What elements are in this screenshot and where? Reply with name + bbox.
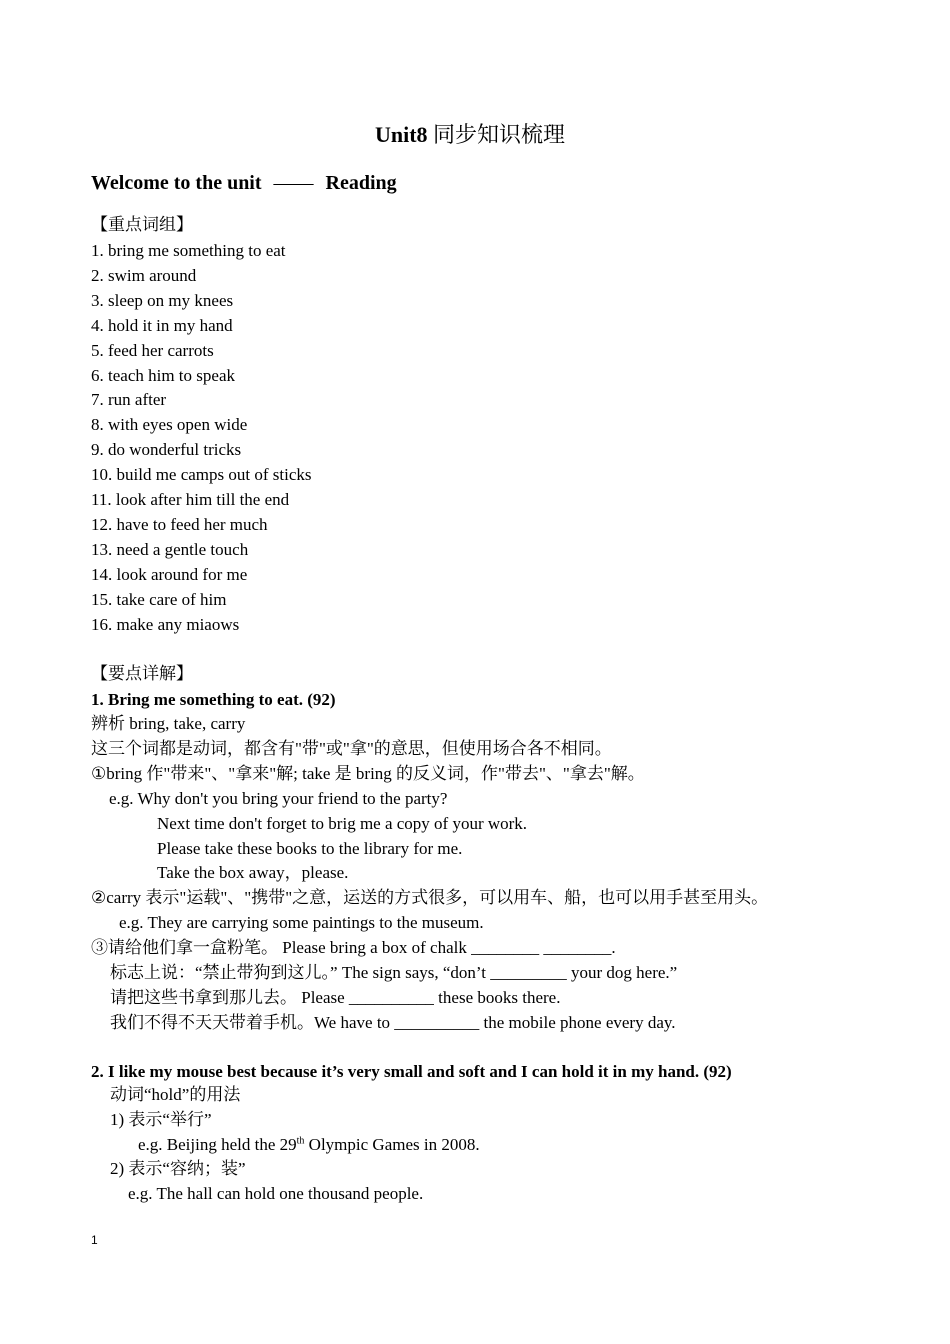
phrase-item: 14. look around for me <box>91 565 248 584</box>
point1-example: Please take these books to the library for me. <box>157 839 463 858</box>
phrase-item: 3. sleep on my knees <box>91 291 234 310</box>
superscript: th <box>296 1135 305 1147</box>
phrases-heading: 【重点词组】 <box>91 215 193 234</box>
phrase-item: 12. have to feed her much <box>91 515 268 534</box>
phrase-item: 8. with eyes open wide <box>91 415 248 434</box>
point1-rule2: ②carry 表示"运载"、"携带"之意，运送的方式很多，可以用车、船，也可以用手甚至用头。 <box>91 888 769 907</box>
point1-title: 1. Bring me something to eat. (92) <box>91 690 336 709</box>
point2-meaning: 2) 表示“容纳；装” <box>110 1159 246 1178</box>
section-right: Reading <box>325 172 397 194</box>
phrase-item: 2. swim around <box>91 266 197 285</box>
point1-exercise: 标志上说：“禁止带狗到这儿。” The sign says, “don’t _________ your dog here.” <box>110 963 678 982</box>
phrase-item: 11. look after him till the end <box>91 490 290 509</box>
section-title <box>91 172 397 195</box>
point2-title: 2. I like my mouse best because it’s very small and soft and I can hold it in my hand. (92) <box>91 1062 732 1081</box>
point2-example-text: Olympic Games in 2008. <box>304 1135 480 1154</box>
point1-exercise: ③请给他们拿一盒粉笔。 Please bring a box of chalk ________ ________. <box>91 938 616 957</box>
phrase-item: 16. make any miaows <box>91 615 240 634</box>
points-heading: 【要点详解】 <box>91 664 193 683</box>
phrase-item: 7. run after <box>91 390 167 409</box>
point1-example: e.g. They are carrying some paintings to the museum. <box>119 913 484 932</box>
title-unit: Unit8 <box>374 122 428 147</box>
phrase-item: 9. do wonderful tricks <box>91 440 242 459</box>
phrase-item: 4. hold it in my hand <box>91 316 233 335</box>
point1-exercise: 请把这些书拿到那儿去。 Please __________ these books there. <box>110 988 561 1007</box>
section-left: Welcome to the unit <box>91 172 262 194</box>
page-title <box>0 118 940 149</box>
point2-example-text: e.g. Beijing held the 29 <box>138 1135 297 1154</box>
point1-example: Next time don't forget to brig me a copy of your work. <box>157 814 528 833</box>
point1-rule1: ①bring 作"带来"、"拿来"解; take 是 bring 的反义词，作"带去"、"拿去"解。 <box>91 764 645 783</box>
phrase-item: 13. need a gentle touch <box>91 540 249 559</box>
point2-example: e.g. The hall can hold one thousand people. <box>128 1184 424 1203</box>
point1-analysis: 辨析 bring, take, carry <box>91 714 246 733</box>
point1-example: e.g. Why don't you bring your friend to the party? <box>109 789 448 808</box>
point2-meaning: 1) 表示“举行” <box>110 1110 212 1129</box>
page-number: 1 <box>91 1233 98 1247</box>
point1-example: Take the box away，please. <box>157 863 349 882</box>
point2-example <box>138 1133 480 1157</box>
phrase-item: 1. bring me something to eat <box>91 241 286 260</box>
point2-usage: 动词“hold”的用法 <box>110 1085 241 1104</box>
phrase-item: 10. build me camps out of sticks <box>91 465 312 484</box>
point1-exercise: 我们不得不天天带着手机。We have to __________ the mobile phone every day. <box>110 1013 676 1032</box>
title-rest: 同步知识梳理 <box>433 122 566 147</box>
point1-intro: 这三个词都是动词，都含有"带"或"拿"的意思，但使用场合各不相同。 <box>91 739 612 758</box>
phrase-item: 6. teach him to speak <box>91 366 235 385</box>
phrase-item: 15. take care of him <box>91 590 227 609</box>
phrase-item: 5. feed her carrots <box>91 341 214 360</box>
section-dash: —— <box>273 172 314 194</box>
